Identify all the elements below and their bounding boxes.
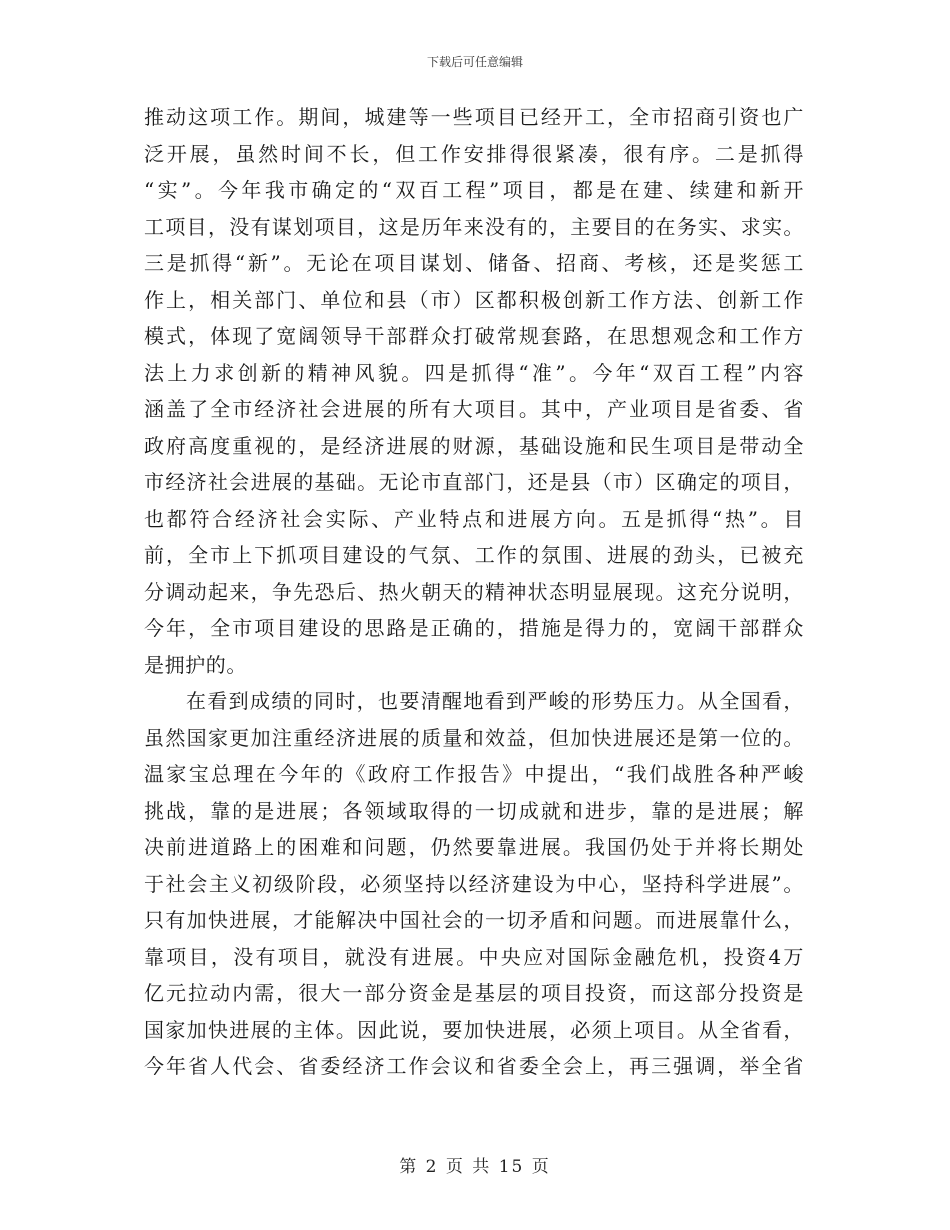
document-body [144, 99, 804, 1085]
text-line: 今年省人代会、省委经济工作会议和省委全会上，再三强调，举全省 [144, 1054, 804, 1078]
text-line: 虽然国家更加注重经济进展的质量和效益，但加快进展还是第一位的。 [144, 725, 804, 750]
text-line: 在看到成绩的同时，也要清醒地看到严峻的形势压力。从全国看， [186, 689, 804, 713]
text-line: 推动这项工作。期间，城建等一些项目已经开工，全市招商引资也广 [144, 105, 804, 129]
text-line: 政府高度重视的，是经济进展的财源，基础设施和民生项目是带动全 [144, 433, 804, 458]
text-line: 涵盖了全市经济社会进展的所有大项目。其中，产业项目是省委、省 [144, 397, 804, 421]
text-line: 三是抓得“新”。无论在项目谋划、储备、招商、考核，还是奖惩工 [144, 251, 804, 275]
text-line: 国家加快进展的主体。因此说，要加快进展，必须上项目。从全省看， [144, 1017, 804, 1042]
text-line: 今年，全市项目建设的思路是正确的，措施是得力的，宽阔干部群众 [144, 616, 804, 640]
page-number-footer: 第 2 页 共 15 页 [399, 1157, 551, 1177]
text-line: 泛开展，虽然时间不长，但工作安排得很紧凑，很有序。二是抓得 [144, 141, 804, 166]
text-line: 靠项目，没有项目，就没有进展。中央应对国际金融危机，投资4万 [144, 944, 804, 969]
text-line: 前，全市上下抓项目建设的气氛、工作的氛围、进展的劲头，已被充 [144, 543, 804, 567]
text-line: 也都符合经济社会实际、产业特点和进展方向。五是抓得“热”。目 [144, 506, 804, 531]
text-line: 模式，体现了宽阔领导干部群众打破常规套路，在思想观念和工作方 [144, 324, 804, 348]
paragraph-1 [144, 99, 804, 683]
text-line: 温家宝总理在今年的《政府工作报告》中提出，“我们战胜各种严峻 [144, 762, 804, 786]
text-line: 市经济社会进展的基础。无论市直部门，还是县（市）区确定的项目， [144, 470, 804, 494]
text-line: 作上，相关部门、单位和县（市）区都积极创新工作方法、创新工作 [144, 287, 804, 312]
paragraph-2 [144, 683, 804, 1085]
text-line: 亿元拉动内需，很大一部分资金是基层的项目投资，而这部分投资是 [144, 981, 804, 1005]
text-line: 法上力求创新的精神风貌。四是抓得“准”。今年“双百工程”内容 [144, 360, 804, 385]
text-line: 工项目，没有谋划项目，这是历年来没有的，主要目的在务实、求实。 [144, 214, 804, 239]
text-line: 挑战，靠的是进展；各领域取得的一切成就和进步，靠的是进展；解 [144, 798, 804, 823]
text-line: 分调动起来，争先恐后、热火朝天的精神状态明显展现。这充分说明， [144, 579, 804, 604]
text-line: 只有加快进展，才能解决中国社会的一切矛盾和问题。而进展靠什么， [144, 908, 804, 932]
text-line: 于社会主义初级阶段，必须坚持以经济建设为中心，坚持科学进展”。 [144, 871, 804, 896]
text-line: “实”。今年我市确定的“双百工程”项目，都是在建、续建和新开 [144, 178, 804, 202]
text-line: 是拥护的。 [144, 652, 247, 677]
page-header-note: 下载后可任意编辑 [426, 55, 523, 69]
text-line: 决前进道路上的困难和问题，仍然要靠进展。我国仍处于并将长期处 [144, 835, 804, 859]
